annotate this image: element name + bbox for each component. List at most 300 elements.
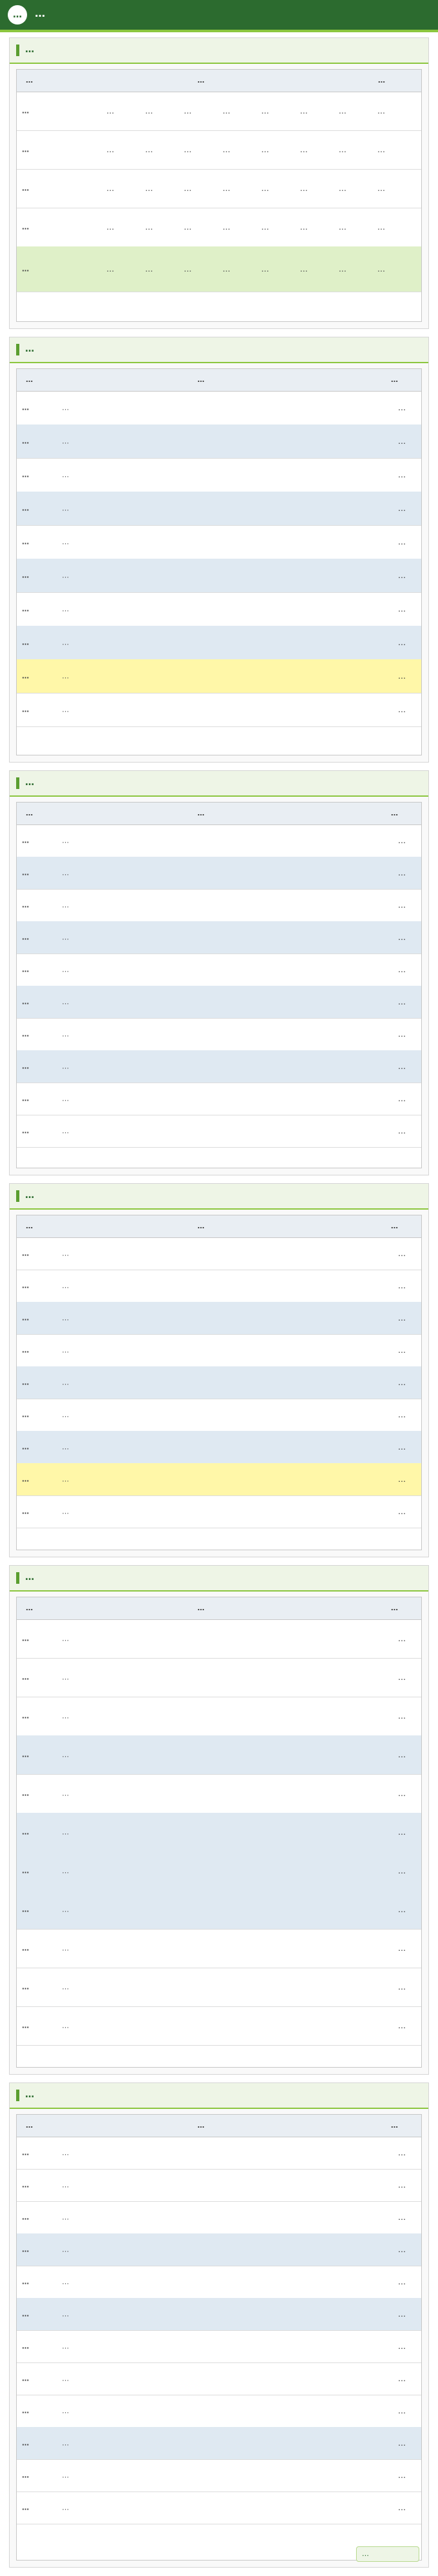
cell: …: [300, 106, 308, 115]
cell: …: [106, 184, 114, 193]
clause-text: …: [62, 672, 69, 681]
table-row: [17, 592, 421, 626]
cell: …: [223, 265, 230, 274]
table-row: [17, 458, 421, 492]
section-title: …: [25, 344, 34, 354]
clause-code: …: [22, 1443, 29, 1452]
clause-code: …: [22, 1944, 29, 1953]
table-row: [17, 559, 421, 593]
clause-code: …: [22, 571, 29, 580]
section-head: [10, 38, 428, 64]
clause-text: …: [62, 1982, 69, 1992]
clause-text: …: [62, 1944, 69, 1953]
clause-code: …: [22, 2310, 29, 2319]
clause-mark: …: [398, 638, 406, 647]
clause-text: …: [62, 997, 69, 1006]
table-row: [17, 889, 421, 922]
clause-code: …: [22, 1789, 29, 1798]
clause-mark: …: [398, 1378, 406, 1387]
clause-text: …: [62, 1249, 69, 1258]
clause-code: …: [22, 1475, 29, 1484]
clause-code: …: [22, 1346, 29, 1355]
table-row: [17, 1735, 421, 1775]
clause-mark: …: [398, 2213, 406, 2222]
table-row: [17, 1115, 421, 1148]
clause-code: …: [22, 2021, 29, 2030]
table-row: [17, 2266, 421, 2299]
clause-text: …: [62, 2277, 69, 2286]
header-title: …: [35, 7, 45, 19]
clause-mark: …: [398, 1750, 406, 1759]
table-header: [17, 2115, 421, 2137]
table-row: [17, 1399, 421, 1432]
table-row: [17, 954, 421, 986]
table-row: [17, 1334, 421, 1367]
section-indoor: [9, 1565, 429, 2075]
table-row: [17, 2491, 421, 2524]
section-accent-bar: [16, 2090, 19, 2101]
clause-text: …: [62, 1281, 69, 1290]
clause-text: …: [62, 1030, 69, 1039]
table-row: [17, 857, 421, 890]
col-header: …: [197, 375, 204, 384]
table-row: [17, 130, 421, 170]
clause-mark: …: [398, 1866, 406, 1875]
clause-code: …: [22, 504, 29, 513]
clause-code: …: [22, 672, 29, 681]
clause-code: …: [22, 868, 29, 877]
clause-mark: …: [398, 1789, 406, 1798]
table-row: [17, 246, 421, 292]
cell: …: [377, 106, 385, 115]
clause-code: …: [22, 1866, 29, 1875]
clause-mark: …: [398, 1634, 406, 1643]
col-header: …: [197, 76, 204, 85]
col-header: …: [391, 809, 398, 817]
cell: …: [145, 223, 153, 232]
clause-text: …: [62, 1507, 69, 1516]
cell: …: [261, 265, 269, 274]
clause-text: …: [62, 2245, 69, 2254]
table-row: [17, 2169, 421, 2202]
cell: …: [184, 265, 192, 274]
clause-code: …: [22, 901, 29, 910]
section-accent-bar: [16, 45, 19, 56]
clause-mark: …: [398, 437, 406, 446]
table-row: [17, 1968, 421, 2007]
clause-code: …: [22, 965, 29, 974]
section-water: [9, 770, 429, 1175]
clause-mark: …: [398, 1313, 406, 1323]
clause-code: …: [22, 437, 29, 446]
table-header: [17, 1597, 421, 1620]
clause-mark: …: [398, 571, 406, 580]
row-label: …: [22, 145, 29, 154]
clause-mark: …: [398, 2439, 406, 2448]
clause-code: …: [22, 2181, 29, 2190]
table-row: [17, 1083, 421, 1115]
clause-text: …: [62, 836, 69, 845]
clause-mark: …: [398, 1030, 406, 1039]
clause-text: …: [62, 2148, 69, 2157]
table-row: [17, 921, 421, 954]
cell: …: [106, 106, 114, 115]
header-bar: [0, 0, 438, 32]
table-row: [17, 424, 421, 459]
section-energy: [9, 337, 429, 763]
clause-text: …: [62, 1750, 69, 1759]
clause-mark: …: [398, 1443, 406, 1452]
table-row: [17, 1774, 421, 1813]
clause-table: [16, 2114, 422, 2561]
clause-mark: …: [398, 1673, 406, 1682]
cell: …: [339, 184, 346, 193]
clause-code: …: [22, 2213, 29, 2222]
table-row: [17, 208, 421, 247]
table-row: [17, 1237, 421, 1270]
clause-code: …: [22, 1094, 29, 1103]
table-row: [17, 2362, 421, 2395]
clause-text: …: [62, 1126, 69, 1135]
clause-mark: …: [398, 836, 406, 845]
section-title: …: [25, 1190, 34, 1201]
clause-mark: …: [398, 1712, 406, 1721]
table-row: [17, 1697, 421, 1736]
clause-text: …: [62, 2503, 69, 2512]
clause-text: …: [62, 2181, 69, 2190]
section-head: [10, 1184, 428, 1210]
cell: …: [261, 106, 269, 115]
cell: …: [261, 184, 269, 193]
clause-text: …: [62, 868, 69, 877]
cell: …: [223, 223, 230, 232]
section-head: [10, 2083, 428, 2109]
clause-mark: …: [398, 997, 406, 1006]
clause-code: …: [22, 470, 29, 479]
clause-text: …: [62, 2310, 69, 2319]
clause-code: …: [22, 1673, 29, 1682]
clause-table: [16, 1597, 422, 2068]
cell: …: [300, 223, 308, 232]
clause-mark: …: [398, 933, 406, 942]
clause-mark: …: [398, 1982, 406, 1992]
table-row: [17, 169, 421, 208]
clause-text: …: [62, 2213, 69, 2222]
clause-text: …: [62, 437, 69, 446]
clause-mark: …: [398, 403, 406, 412]
cell: …: [145, 145, 153, 154]
cell: …: [184, 145, 192, 154]
clause-text: …: [62, 2374, 69, 2383]
clause-text: …: [62, 1475, 69, 1484]
clause-code: …: [22, 2503, 29, 2512]
clause-code: …: [22, 2342, 29, 2351]
clause-code: …: [22, 1507, 29, 1516]
cell: …: [300, 265, 308, 274]
table-row: [17, 824, 421, 857]
clause-text: …: [62, 2342, 69, 2351]
clause-text: …: [62, 537, 69, 546]
col-header: …: [197, 809, 204, 817]
cell: …: [223, 145, 230, 154]
clause-mark: …: [398, 1126, 406, 1135]
clause-mark: …: [398, 1281, 406, 1290]
section-accent-bar: [16, 1190, 19, 1202]
table-row: [17, 2427, 421, 2460]
cell: …: [145, 265, 153, 274]
row-label: …: [22, 265, 29, 274]
cell: …: [339, 145, 346, 154]
clause-mark: …: [398, 2342, 406, 2351]
col-header: …: [197, 1604, 204, 1612]
clause-code: …: [22, 1905, 29, 1914]
clause-mark: …: [398, 537, 406, 546]
table-row: [17, 1431, 421, 1464]
clause-code: …: [22, 2148, 29, 2157]
section-accent-bar: [16, 777, 19, 789]
table-row: [17, 2233, 421, 2266]
clause-code: …: [22, 2471, 29, 2480]
cell: …: [377, 184, 385, 193]
site-logo: [356, 2546, 419, 2562]
cell: …: [377, 265, 385, 274]
cell: …: [223, 184, 230, 193]
clause-code: …: [22, 2245, 29, 2254]
table-row: [17, 1270, 421, 1303]
clause-text: …: [62, 2439, 69, 2448]
clause-code: …: [22, 1281, 29, 1290]
clause-text: …: [62, 403, 69, 412]
clause-mark: …: [398, 868, 406, 877]
cell: …: [184, 184, 192, 193]
clause-text: …: [62, 1094, 69, 1103]
clause-text: …: [62, 1062, 69, 1071]
table-row: [17, 1813, 421, 1852]
clause-mark: …: [398, 2406, 406, 2415]
clause-mark: …: [398, 2471, 406, 2480]
table-header: [17, 369, 421, 392]
clause-text: …: [62, 2021, 69, 2030]
clause-mark: …: [398, 2021, 406, 2030]
clause-text: …: [62, 1828, 69, 1837]
cell: …: [106, 145, 114, 154]
clause-code: …: [22, 836, 29, 845]
clause-code: …: [22, 1634, 29, 1643]
section-title: …: [25, 777, 34, 788]
table-row: [17, 693, 421, 727]
clause-mark: …: [398, 705, 406, 714]
clause-mark: …: [398, 2374, 406, 2383]
summary-table: [16, 69, 422, 322]
clause-text: …: [62, 1443, 69, 1452]
clause-text: …: [62, 571, 69, 580]
clause-text: …: [62, 638, 69, 647]
table-row: [17, 1495, 421, 1528]
section-materials: [9, 1183, 429, 1557]
clause-code: …: [22, 933, 29, 942]
header-number: …: [8, 5, 27, 25]
cell: …: [339, 223, 346, 232]
table-row: [17, 1619, 421, 1659]
clause-text: …: [62, 2406, 69, 2415]
table-row: [17, 2395, 421, 2428]
table-header: [17, 1215, 421, 1238]
clause-code: …: [22, 2439, 29, 2448]
table-row: [17, 986, 421, 1019]
clause-mark: …: [398, 2148, 406, 2157]
table-row: [17, 92, 421, 131]
col-header: …: [26, 375, 33, 384]
table-header: [17, 803, 421, 825]
clause-mark: …: [398, 2277, 406, 2286]
table-row: [17, 492, 421, 526]
cell: …: [261, 145, 269, 154]
clause-mark: …: [398, 2181, 406, 2190]
col-header: …: [26, 2121, 33, 2130]
clause-mark: …: [398, 1507, 406, 1516]
cell: …: [145, 106, 153, 115]
cell: …: [184, 223, 192, 232]
clause-text: …: [62, 504, 69, 513]
clause-code: …: [22, 997, 29, 1006]
clause-text: …: [62, 1673, 69, 1682]
table-row: [17, 2137, 421, 2170]
clause-text: …: [62, 470, 69, 479]
clause-mark: …: [398, 1062, 406, 1071]
cell: …: [300, 145, 308, 154]
clause-text: …: [62, 1866, 69, 1875]
site-logo-text: …: [362, 2550, 369, 2558]
clause-text: …: [62, 933, 69, 942]
col-header: …: [378, 76, 385, 85]
col-header: …: [26, 809, 33, 817]
col-header: …: [391, 1222, 398, 1230]
table-row: [17, 659, 421, 694]
clause-mark: …: [398, 965, 406, 974]
col-header: …: [26, 76, 33, 85]
clause-mark: …: [398, 1249, 406, 1258]
clause-text: …: [62, 965, 69, 974]
clause-mark: …: [398, 504, 406, 513]
clause-mark: …: [398, 1944, 406, 1953]
clause-mark: …: [398, 2503, 406, 2512]
section-operation: [9, 2082, 429, 2568]
cell: …: [106, 265, 114, 274]
summary-grid: [17, 92, 421, 321]
section-accent-bar: [16, 1572, 19, 1584]
col-header: …: [197, 1222, 204, 1230]
clause-mark: …: [398, 1410, 406, 1419]
table-row: [17, 2298, 421, 2331]
section-title: …: [25, 1572, 34, 1583]
cell: …: [184, 106, 192, 115]
table-row: [17, 1890, 421, 1930]
cell: …: [300, 184, 308, 193]
table-row: [17, 1050, 421, 1083]
clause-text: …: [62, 2471, 69, 2480]
section-head: [10, 337, 428, 363]
clause-code: …: [22, 1313, 29, 1323]
cell: …: [106, 223, 114, 232]
clause-code: …: [22, 638, 29, 647]
row-label: …: [22, 223, 29, 232]
table-row: [17, 1929, 421, 1968]
table-row: [17, 2330, 421, 2363]
clause-mark: …: [398, 901, 406, 910]
clause-code: …: [22, 1982, 29, 1992]
table-row: [17, 2459, 421, 2492]
clause-mark: …: [398, 604, 406, 614]
clause-mark: …: [398, 1346, 406, 1355]
table-row: [17, 391, 421, 425]
clause-text: …: [62, 1313, 69, 1323]
cell: …: [339, 265, 346, 274]
clause-code: …: [22, 1750, 29, 1759]
clause-text: …: [62, 1346, 69, 1355]
section-title: …: [25, 2090, 34, 2100]
section-head: [10, 771, 428, 797]
clause-code: …: [22, 1828, 29, 1837]
clause-mark: …: [398, 2310, 406, 2319]
clause-code: …: [22, 2406, 29, 2415]
table-row: [17, 525, 421, 559]
col-header: …: [391, 2121, 398, 2130]
clause-mark: …: [398, 2245, 406, 2254]
table-row: [17, 626, 421, 660]
clause-code: …: [22, 1249, 29, 1258]
cell: …: [339, 106, 346, 115]
cell: …: [223, 106, 230, 115]
clause-text: …: [62, 1712, 69, 1721]
table-row: [17, 2201, 421, 2234]
clause-table: [16, 1215, 422, 1550]
clause-mark: …: [398, 1094, 406, 1103]
table-row: [17, 1366, 421, 1399]
cell: …: [261, 223, 269, 232]
clause-text: …: [62, 901, 69, 910]
col-header: …: [391, 1604, 398, 1612]
clause-table: [16, 802, 422, 1168]
table-row: [17, 2006, 421, 2046]
clause-code: …: [22, 403, 29, 412]
clause-code: …: [22, 1378, 29, 1387]
cell: …: [145, 184, 153, 193]
clause-mark: …: [398, 1475, 406, 1484]
col-header: …: [391, 375, 398, 384]
section-accent-bar: [16, 344, 19, 355]
table-row: [17, 1658, 421, 1697]
clause-text: …: [62, 705, 69, 714]
clause-text: …: [62, 1634, 69, 1643]
section-head: [10, 1566, 428, 1592]
clause-mark: …: [398, 1828, 406, 1837]
clause-code: …: [22, 1410, 29, 1419]
cell: …: [377, 223, 385, 232]
col-header: …: [26, 1604, 33, 1612]
clause-text: …: [62, 1410, 69, 1419]
section-title: …: [25, 45, 34, 55]
clause-text: …: [62, 1789, 69, 1798]
clause-code: …: [22, 1062, 29, 1071]
clause-text: …: [62, 1905, 69, 1914]
table-row: [17, 1852, 421, 1891]
clause-code: …: [22, 604, 29, 614]
section-summary: [9, 37, 429, 329]
cell: …: [377, 145, 385, 154]
clause-text: …: [62, 604, 69, 614]
clause-mark: …: [398, 1905, 406, 1914]
clause-text: …: [62, 1378, 69, 1387]
